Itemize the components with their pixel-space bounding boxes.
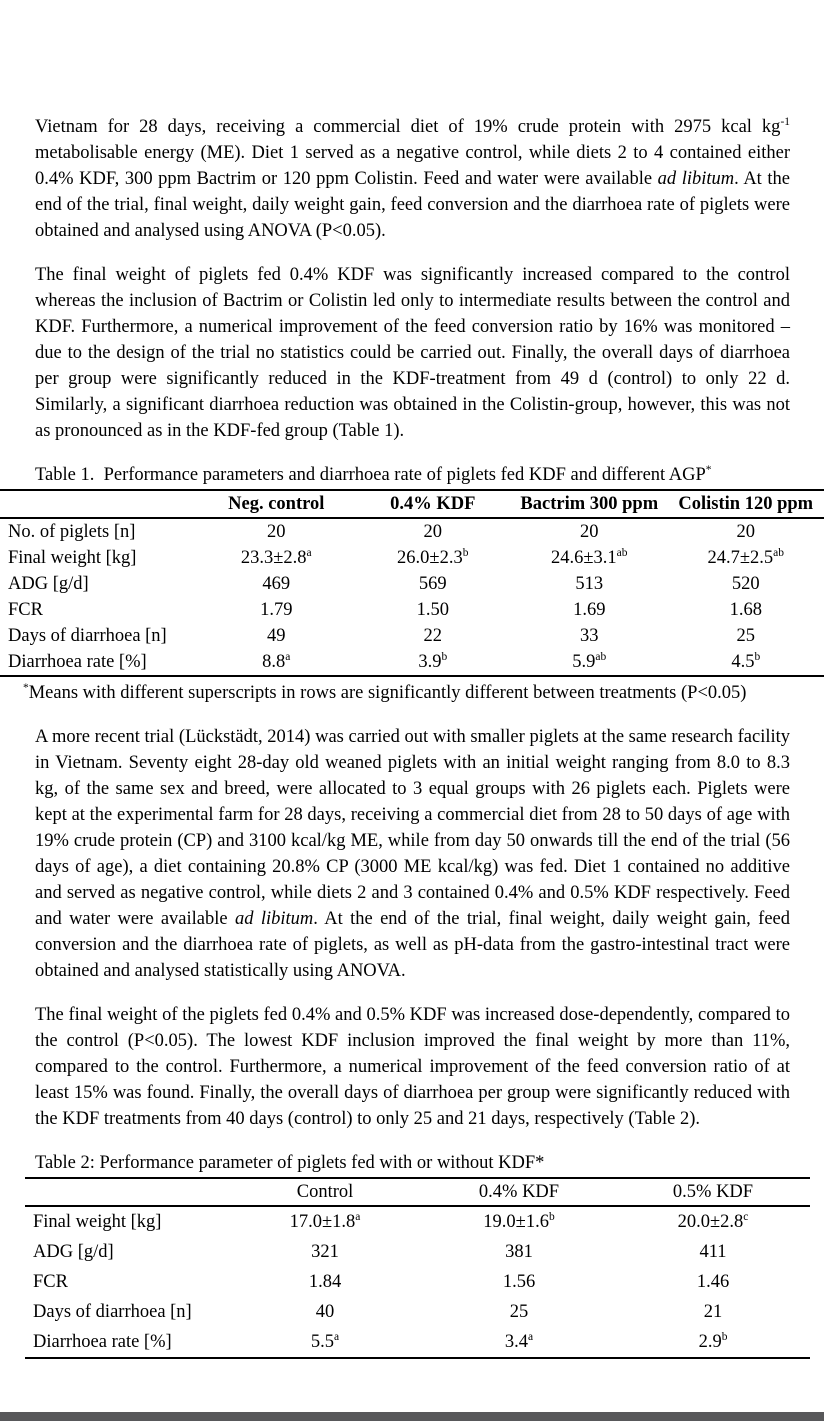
cell-value: 49 bbox=[267, 626, 286, 646]
table-cell bbox=[616, 1206, 810, 1237]
cell-value: 40 bbox=[315, 1302, 335, 1322]
table-cell bbox=[355, 545, 512, 571]
parameter-column-header bbox=[25, 1178, 228, 1206]
table1-header-row bbox=[0, 490, 824, 518]
table-cell bbox=[228, 1237, 422, 1267]
table-cell bbox=[616, 1237, 810, 1267]
significance-superscript: ab bbox=[773, 546, 784, 559]
table-cell bbox=[228, 1327, 422, 1358]
cell-value: 20 bbox=[267, 522, 286, 542]
table1-performance-parameters bbox=[0, 489, 824, 677]
paragraph-trial1-methods bbox=[35, 114, 790, 244]
row-label: FCR bbox=[8, 600, 43, 620]
row-label: ADG [g/d] bbox=[8, 574, 89, 594]
paragraph-trial2-results bbox=[35, 1002, 790, 1132]
treatment-column-header: Neg. control bbox=[198, 490, 355, 518]
table-cell bbox=[198, 623, 355, 649]
table-cell bbox=[616, 1267, 810, 1297]
text-run: A more recent trial (Lückstädt, 2014) was carried out with smaller piglets at the same research facility in Vietnam. Seventy eight 28-day old weaned piglets with an initial weight ranging from 8.0 to 8.3 kg, of the same sex and breed, were allocated to 3 equal groups with 26 piglets each. Piglets were kept at the experimental farm for 28 days, receiving a commercial diet from 28 to 50 days of age with 19% crude protein (CP) and 3100 kcal/kg ME, while from day 50 onwards till the end of the trial (56 days of age), a diet containing 20.8% CP (3000 ME kcal/kg) was fed. Diet 1 contained no additive and served as negative control, while diets 2 and 3 contained 0.4% and 0.5% KDF respectively. Feed and water were available bbox=[35, 727, 790, 929]
cell-value: 25 bbox=[509, 1302, 529, 1322]
table-cell bbox=[355, 597, 512, 623]
treatment-column-header: Bactrim 300 ppm bbox=[511, 490, 668, 518]
significance-superscript: ab bbox=[595, 650, 607, 663]
cell-value: 1.68 bbox=[729, 600, 762, 620]
italic-text: ad libitum bbox=[657, 169, 735, 189]
row-label: No. of piglets [n] bbox=[8, 522, 136, 542]
table-cell bbox=[198, 571, 355, 597]
cell-value: 3.9 bbox=[418, 652, 442, 672]
table1-header bbox=[0, 490, 824, 518]
parameter-column-header bbox=[0, 490, 198, 518]
table-cell bbox=[511, 545, 668, 571]
cell-value: 5.9 bbox=[572, 652, 596, 672]
cell-value: 1.56 bbox=[502, 1272, 536, 1292]
cell-value: 17.0±1.8 bbox=[289, 1212, 356, 1232]
significance-superscript: c bbox=[743, 1210, 749, 1223]
cell-value: 321 bbox=[311, 1242, 339, 1262]
table1-caption bbox=[35, 462, 790, 488]
treatment-column-header: Colistin 120 ppm bbox=[668, 490, 824, 518]
cell-value: 20.0±2.8 bbox=[677, 1212, 744, 1232]
treatment-column-header: 0.5% KDF bbox=[616, 1178, 810, 1206]
table-cell bbox=[198, 545, 355, 571]
table-cell bbox=[668, 597, 824, 623]
table-row bbox=[0, 571, 824, 597]
table-row bbox=[0, 597, 824, 623]
table-row bbox=[0, 649, 824, 676]
table-row bbox=[25, 1327, 810, 1358]
cell-value: 25 bbox=[736, 626, 755, 646]
cell-value: 20 bbox=[736, 522, 755, 542]
table-cell bbox=[228, 1297, 422, 1327]
text-run: Means with different superscripts in rows are significantly different between treatments (P<0.05) bbox=[28, 683, 747, 703]
table-cell bbox=[422, 1206, 616, 1237]
table2-performance-parameters bbox=[25, 1177, 810, 1359]
table-cell bbox=[511, 649, 668, 676]
cell-value: 4.5 bbox=[731, 652, 755, 672]
window-bottom-bar bbox=[0, 1412, 824, 1421]
table-cell bbox=[668, 518, 824, 545]
table-cell bbox=[511, 571, 668, 597]
cell-value: 19.0±1.6 bbox=[483, 1212, 549, 1232]
cell-value: 20 bbox=[423, 522, 442, 542]
row-label: FCR bbox=[33, 1272, 68, 1292]
row-label: Days of diarrhoea [n] bbox=[33, 1302, 192, 1322]
significance-superscript: b bbox=[754, 650, 761, 663]
italic-text: ad libitum bbox=[234, 909, 314, 929]
significance-superscript: b bbox=[441, 650, 448, 663]
table-row bbox=[25, 1206, 810, 1237]
table-cell bbox=[668, 545, 824, 571]
table-cell bbox=[668, 623, 824, 649]
cell-value: 513 bbox=[575, 574, 604, 594]
table-cell bbox=[355, 571, 512, 597]
cell-value: 22 bbox=[423, 626, 442, 646]
row-label: Final weight [kg] bbox=[33, 1212, 162, 1232]
table-cell bbox=[422, 1237, 616, 1267]
table-cell bbox=[511, 623, 668, 649]
text-run: Vietnam for 28 days, receiving a commercial diet of 19% crude protein with 2975 kcal kg bbox=[35, 117, 781, 137]
cell-value: 3.4 bbox=[504, 1332, 529, 1352]
table-cell bbox=[198, 518, 355, 545]
table-cell bbox=[355, 649, 512, 676]
text-run: The final weight of piglets fed 0.4% KDF was significantly increased compared to the control whereas the inclusion of Bactrim or Colistin led only to intermediate results between the control and KDF. Furthermore, a numerical improvement of the feed conversion ratio by 16% was monitored – due to the design of the trial no statistics could be carried out. Finally, the overall days of diarrhoea per group were significantly reduced in the KDF-treatment from 49 d (control) to only 22 d. Similarly, a significant diarrhoea reduction was obtained in the Colistin-group, however, this was not as pronounced as in the KDF-fed group (Table 1). bbox=[35, 265, 790, 441]
cell-value: 1.84 bbox=[308, 1272, 342, 1292]
superscript-text: * bbox=[23, 681, 29, 694]
cell-value: 33 bbox=[580, 626, 599, 646]
cell-value: 21 bbox=[703, 1302, 723, 1322]
cell-value: 24.6±3.1 bbox=[551, 548, 617, 568]
table-row bbox=[25, 1237, 810, 1267]
cell-value: 381 bbox=[505, 1242, 533, 1262]
table-cell bbox=[616, 1297, 810, 1327]
table-cell bbox=[422, 1327, 616, 1358]
significance-superscript: a bbox=[306, 546, 312, 559]
cell-value: 24.7±2.5 bbox=[707, 548, 774, 568]
significance-superscript: b bbox=[548, 1210, 555, 1223]
table-cell bbox=[198, 597, 355, 623]
text-run: . At the end of the trial, final weight, daily weight gain, feed conversion and the diarrhoea rate of piglets, as well as pH-data from the gastro-intestinal tract were obtained and analysed statistically using ANOVA. bbox=[35, 909, 791, 981]
text-run: Table 1. Performance parameters and diarrhoea rate of piglets fed KDF and different AGP bbox=[35, 465, 706, 485]
table-cell bbox=[422, 1297, 616, 1327]
cell-value: 1.79 bbox=[260, 600, 293, 620]
cell-value: 569 bbox=[418, 574, 447, 594]
cell-value: 5.5 bbox=[310, 1332, 335, 1352]
table-row bbox=[0, 545, 824, 571]
cell-value: 8.8 bbox=[262, 652, 286, 672]
cell-value: 26.0±2.3 bbox=[397, 548, 463, 568]
table-cell bbox=[422, 1267, 616, 1297]
table-cell bbox=[668, 649, 824, 676]
row-label: Diarrhoea rate [%] bbox=[8, 652, 147, 672]
significance-superscript: a bbox=[334, 1330, 340, 1343]
table-cell bbox=[198, 649, 355, 676]
cell-value: 1.50 bbox=[416, 600, 449, 620]
treatment-column-header: Control bbox=[228, 1178, 422, 1206]
significance-superscript: b bbox=[462, 546, 469, 559]
significance-superscript: b bbox=[721, 1330, 728, 1343]
table-cell bbox=[228, 1267, 422, 1297]
cell-value: 520 bbox=[731, 574, 760, 594]
cell-value: 20 bbox=[580, 522, 599, 542]
cell-value: 23.3±2.8 bbox=[240, 548, 307, 568]
cell-value: 2.9 bbox=[698, 1332, 722, 1352]
significance-superscript: ab bbox=[616, 546, 628, 559]
table2-caption bbox=[35, 1150, 790, 1176]
table2-header-row bbox=[25, 1178, 810, 1206]
superscript-text: -1 bbox=[780, 115, 790, 128]
row-label: Final weight [kg] bbox=[8, 548, 137, 568]
text-run: metabolisable energy (ME). Diet 1 served as a negative control, while diets 2 to 4 contained either 0.4% KDF, 300 ppm Bactrim or 120 ppm Colistin. Feed and water were available bbox=[35, 143, 790, 189]
table-row bbox=[25, 1267, 810, 1297]
treatment-column-header: 0.4% KDF bbox=[422, 1178, 616, 1206]
table-cell bbox=[355, 623, 512, 649]
table-cell bbox=[355, 518, 512, 545]
significance-superscript: a bbox=[285, 650, 291, 663]
table-cell bbox=[668, 571, 824, 597]
table-cell bbox=[616, 1327, 810, 1358]
table-cell bbox=[511, 597, 668, 623]
table-row bbox=[0, 623, 824, 649]
cell-value: 469 bbox=[262, 574, 291, 594]
table2-body bbox=[25, 1206, 810, 1358]
treatment-column-header: 0.4% KDF bbox=[355, 490, 512, 518]
table2-header bbox=[25, 1178, 810, 1206]
table1-body bbox=[0, 518, 824, 676]
cell-value: 411 bbox=[699, 1242, 727, 1262]
text-run: . At the end of the trial, final weight, daily weight gain, feed conversion and the diarrhoea rate of piglets were obtained and analysed using ANOVA (P<0.05). bbox=[35, 169, 790, 241]
row-label: ADG [g/d] bbox=[33, 1242, 114, 1262]
significance-superscript: a bbox=[355, 1210, 361, 1223]
table-row bbox=[25, 1297, 810, 1327]
cell-value: 1.46 bbox=[696, 1272, 730, 1292]
text-run: The final weight of the piglets fed 0.4% and 0.5% KDF was increased dose-dependently, compared to the control (P<0.05). The lowest KDF inclusion improved the final weight by more than 11%, compared to the control. Furthermore, a numerical improvement of the feed conversion ratio of at least 15% was found. Finally, the overall days of diarrhoea per group were significantly reduced with the KDF treatments from 40 days (control) to only 25 and 21 days, respectively (Table 2). bbox=[35, 1005, 790, 1129]
table-cell bbox=[228, 1206, 422, 1237]
paragraph-trial1-results bbox=[35, 262, 790, 444]
significance-superscript: a bbox=[528, 1330, 534, 1343]
table1-footnote bbox=[7, 680, 790, 706]
cell-value: 1.69 bbox=[573, 600, 606, 620]
table-row bbox=[0, 518, 824, 545]
paragraph-trial2-methods bbox=[35, 724, 790, 984]
table-cell bbox=[511, 518, 668, 545]
superscript-text: * bbox=[705, 463, 712, 476]
row-label: Days of diarrhoea [n] bbox=[8, 626, 167, 646]
row-label: Diarrhoea rate [%] bbox=[33, 1332, 172, 1352]
text-run: Table 2: Performance parameter of piglets fed with or without KDF* bbox=[35, 1153, 545, 1173]
